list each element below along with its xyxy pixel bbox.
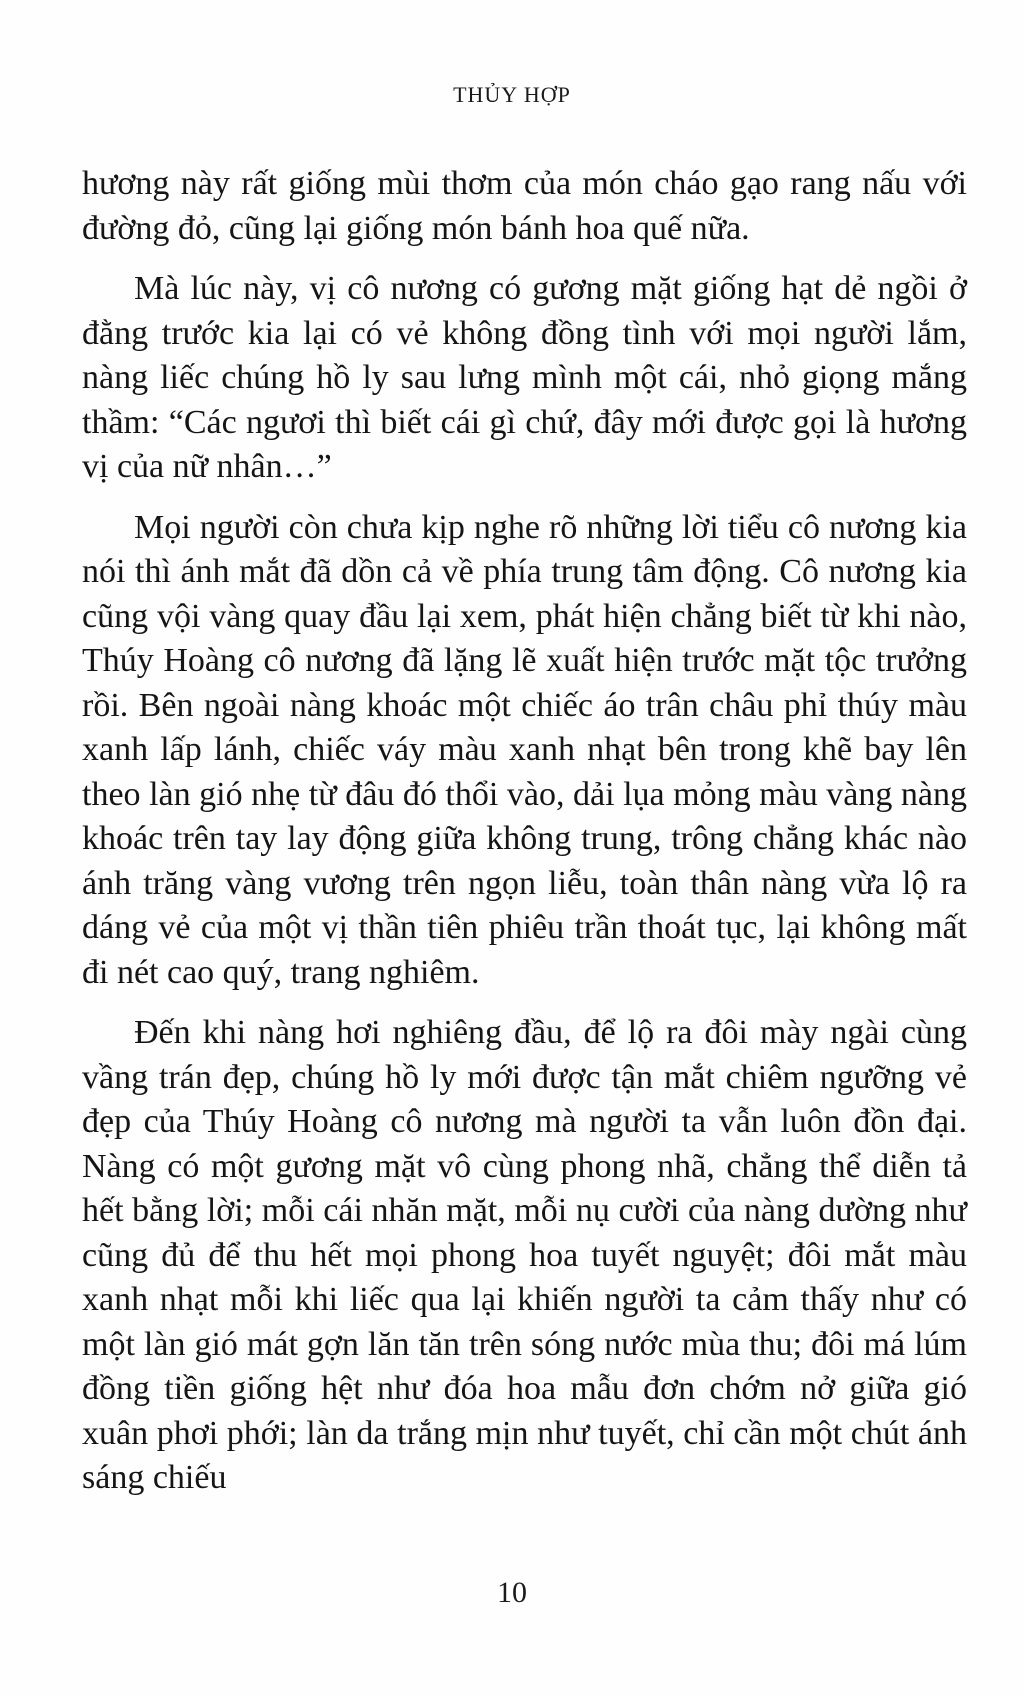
paragraph-continued: hương này rất giống mùi thơm của món cháo gạo rang nấu với đường đỏ, cũng lại giống món bánh hoa quế nữa. — [82, 165, 967, 247]
paragraph: Mọi người còn chưa kịp nghe rõ những lời tiểu cô nương kia nói thì ánh mắt đã dồn cả về phía trung tâm động. Cô nương kia cũng vội vàng quay đầu lại xem, phát hiện chẳng biết từ khi nào, Thúy Hoàng cô nương đã lặng lẽ xuất hiện trước mặt tộc trưởng rồi. Bên ngoài nàng khoác một chiếc áo trân châu phỉ thúy màu xanh lấp lánh, chiếc váy màu xanh nhạt bên trong khẽ bay lên theo làn gió nhẹ từ đâu đó thổi vào, dải lụa mỏng màu vàng nàng khoác trên tay lay động giữa không trung, trông chẳng khác nào ánh trăng vàng vương trên ngọn liễu, toàn thân nàng vừa lộ ra dáng vẻ của một vị thần tiên phiêu trần thoát tục, lại không mất đi nét cao quý, trang nghiêm. — [82, 508, 967, 991]
running-header: THỦY HỢP — [453, 82, 571, 107]
paragraph: Mà lúc này, vị cô nương có gương mặt giống hạt dẻ ngồi ở đằng trước kia lại có vẻ không đồng tình với mọi người lắm, nàng liếc chúng hồ ly sau lưng mình một cái, nhỏ giọng mắng thầm: “Các ngươi thì biết cái gì chứ, đây mới được gọi là hương vị của nữ nhân…” — [82, 270, 967, 485]
body-text — [82, 162, 967, 1517]
page-number: 10 — [497, 1576, 527, 1609]
paragraph: Đến khi nàng hơi nghiêng đầu, để lộ ra đôi mày ngài cùng vầng trán đẹp, chúng hồ ly mới được tận mắt chiêm ngưỡng vẻ đẹp của Thúy Hoàng cô nương mà người ta vẫn luôn đồn đại. Nàng có một gương mặt vô cùng phong nhã, chẳng thể diễn tả hết bằng lời; mỗi cái nhăn mặt, mỗi nụ cười của nàng dường như cũng đủ để thu hết mọi phong hoa tuyết nguyệt; đôi mắt màu xanh nhạt mỗi khi liếc qua lại khiến người ta cảm thấy như có một làn gió mát gợn lăn tăn trên sóng nước mùa thu; đôi má lúm đồng tiền giống hệt như đóa hoa mẫu đơn chớm nở giữa gió xuân phơi phới; làn da trắng mịn như tuyết, chỉ cần một chút ánh sáng chiếu — [82, 1014, 967, 1496]
